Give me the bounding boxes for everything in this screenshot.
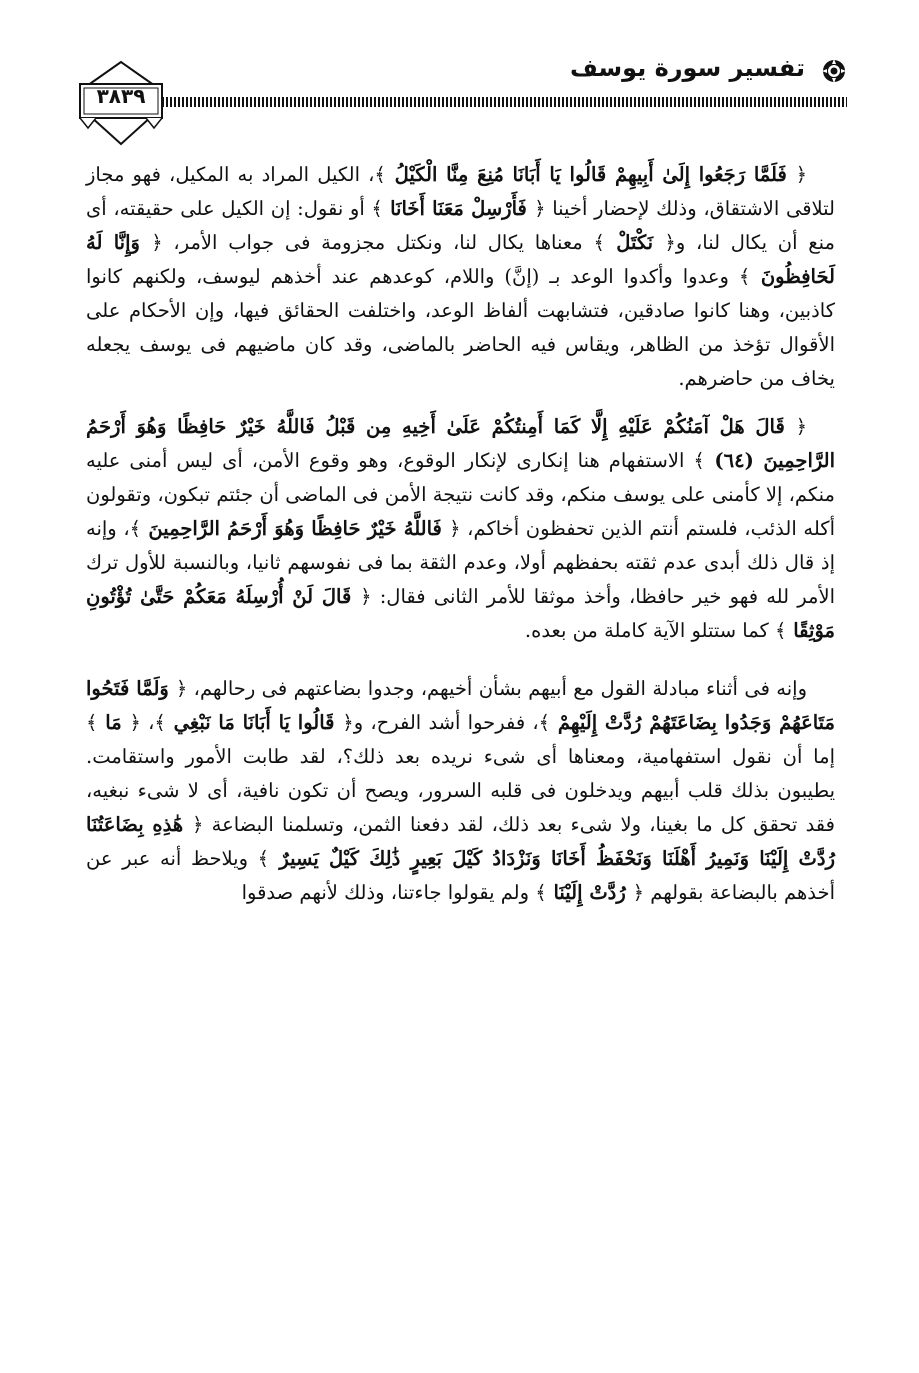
quran-verse: قَالَ لَنْ أُرْسِلَهُ مَعَكُمْ حَتَّىٰ تُؤْتُونِ مَوْثِقًا bbox=[86, 585, 835, 642]
quran-verse: مَا bbox=[97, 711, 130, 734]
page-number: ٣٨٣٩ bbox=[96, 84, 146, 108]
page-header bbox=[78, 52, 847, 142]
verse-bracket: ﴾ bbox=[538, 711, 551, 734]
verse-bracket: ﴾ bbox=[693, 449, 705, 472]
commentary-text: الاستفهام هنا إنكارى لإنكار الوقوع، وهو وقوع الأمن، أى ليس أمنى عليه منكم، إلا كأمنى على يوسف منكم، وقد كانت نتيجة الأمن فى الماضى أن جئتم تبكون، وتقولون أكله الذئب، فلستم أنتم الذين تحفظون أخاكم، bbox=[86, 449, 835, 540]
verse-bracket: ﴿ bbox=[795, 163, 807, 186]
verse-bracket: ﴾ bbox=[129, 517, 142, 540]
verse-bracket: ﴿ bbox=[129, 711, 141, 734]
commentary-text: أو نقول: إن الكيل على حقيقته، أى منع أن يكال لنا، و bbox=[86, 197, 835, 254]
header-rule bbox=[158, 97, 847, 107]
quran-verse: فَاللَّهُ خَيْرٌ حَافِظًا وَهُوَ أَرْحَمُ الرَّاحِمِينَ bbox=[141, 517, 450, 540]
verse-bracket: ﴾ bbox=[86, 711, 98, 734]
paragraph bbox=[86, 158, 835, 396]
verse-bracket: ﴿ bbox=[664, 231, 676, 254]
commentary-text: كما ستتلو الآية كاملة من بعده. bbox=[524, 619, 776, 642]
verse-bracket: ﴿ bbox=[534, 197, 546, 220]
commentary-text: ، ففرحوا أشد الفرح، و bbox=[353, 711, 539, 734]
verse-bracket: ﴿ bbox=[175, 677, 188, 700]
verse-bracket: ﴾ bbox=[257, 847, 270, 870]
paragraph bbox=[86, 410, 835, 648]
flower-ornament-icon bbox=[821, 58, 847, 84]
commentary-text: وإنه فى أثناء مبادلة القول مع أبيهم بشأن أخيهم، وجدوا بضاعتهم فى رحالهم، bbox=[187, 677, 807, 700]
commentary-text: ولم يقولوا جاءتنا، وذلك لأنهم صدقوا bbox=[241, 881, 536, 904]
quran-verse: قَالُوا يَا أَبَانَا مَا نَبْغِي bbox=[165, 711, 343, 734]
verse-bracket: ﴿ bbox=[795, 415, 807, 438]
verse-bracket: ﴾ bbox=[775, 619, 787, 642]
quran-verse: رُدَّتْ إِلَيْنَا bbox=[546, 881, 633, 904]
quran-verse: فَأَرْسِلْ مَعَنَا أَخَانَا bbox=[382, 197, 535, 220]
commentary-text: ، bbox=[140, 711, 155, 734]
paragraph bbox=[86, 672, 835, 910]
verse-bracket: ﴾ bbox=[374, 163, 386, 186]
quran-verse: وَلَمَّا فَتَحُوا مَتَاعَهُمْ وَجَدُوا بِضَاعَتَهُمْ رُدَّتْ إِلَيْهِمْ bbox=[86, 677, 835, 734]
verse-bracket: ﴾ bbox=[593, 231, 605, 254]
commentary-text: ويلاحظ أنه عبر عن أخذهم بالبضاعة بقولهم bbox=[86, 847, 835, 904]
verse-bracket: ﴿ bbox=[151, 231, 163, 254]
verse-bracket: ﴾ bbox=[535, 881, 547, 904]
verse-bracket: ﴾ bbox=[371, 197, 383, 220]
commentary-text: وعدوا وأكدوا الوعد بـ (إنَّ) واللام، كوعدهم عند أخذهم ليوسف، ولكنهم كانوا كاذبين، وهنا كانوا صادقين، فتشابهت ألفاظ الوعد، واختلفت الحقائق فيها، وإن الأحكام على الأقوال تؤخذ من الظاهر، ويقاس فيه الحاضر بالماضى، وقد كان ماضيهم فى يوسف يجعله يخاف من حاضرهم. bbox=[86, 265, 835, 390]
commentary-text: ، وإنه إذ قال ذلك أبدى عدم ثقته بحفظهم أولا، وعدم الثقة بما فى نفوسهم ثانيا، وبالنسبة للأول ترك الأمر لله فهو خير حافظا، وأخذ موثقا للأمر الثانى فقال: bbox=[86, 517, 835, 608]
verse-bracket: ﴿ bbox=[191, 813, 204, 836]
commentary-text: معناها يكال لنا، ونكتل مجزومة فى جواب الأمر، bbox=[162, 231, 594, 254]
quran-verse: وَإِنَّا لَهُ لَحَافِظُونَ bbox=[86, 231, 835, 288]
quran-verse: فَلَمَّا رَجَعُوا إِلَىٰ أَبِيهِمْ قَالُوا يَا أَبَانَا مُنِعَ مِنَّا الْكَيْلُ bbox=[385, 163, 796, 186]
verse-bracket: ﴿ bbox=[360, 585, 372, 608]
tafsir-body bbox=[86, 158, 835, 924]
commentary-text: ، الكيل المراد به المكيل، فهو مجاز لتلاقى الاشتقاق، وذلك لإحضار أخينا bbox=[86, 163, 836, 220]
quran-verse: قَالَ هَلْ آمَنُكُمْ عَلَيْهِ إِلَّا كَمَا أَمِنتُكُمْ عَلَىٰ أَخِيهِ مِن قَبْلُ فَاللَّهُ خَيْرٌ حَافِظًا وَهُوَ أَرْحَمُ الرَّاحِمِينَ (٦٤) bbox=[86, 415, 836, 472]
quran-verse: هَٰذِهِ بِضَاعَتُنَا رُدَّتْ إِلَيْنَا وَنَمِيرُ أَهْلَنَا وَنَحْفَظُ أَخَانَا وَنَزْدَادُ كَيْلَ بَعِيرٍ ذَٰلِكَ كَيْلٌ يَسِيرٌ bbox=[86, 813, 835, 870]
running-title: تفسير سورة يوسف bbox=[569, 54, 805, 82]
verse-bracket: ﴿ bbox=[632, 881, 645, 904]
quran-verse: نَكْتَلْ bbox=[604, 231, 665, 254]
verse-bracket: ﴿ bbox=[449, 517, 461, 540]
page-number-frame bbox=[78, 58, 164, 148]
commentary-text: إما أن نقول استفهامية، ومعناها أى شىء نريده بعد ذلك؟، لقد طابت الأمور واستقامت. يطيبون بذلك قلب أبيهم ويدخلون فى قلبه السرور، ويصح أن تكون نافية، أى لا شىء نبغيه، فقد تحقق كل ما بغينا، ولا شىء بعد ذلك، لقد دفعنا الثمن، وتسلمنا البضاعة bbox=[86, 745, 835, 836]
verse-bracket: ﴾ bbox=[154, 711, 166, 734]
verse-bracket: ﴾ bbox=[738, 265, 751, 288]
verse-bracket: ﴿ bbox=[342, 711, 354, 734]
